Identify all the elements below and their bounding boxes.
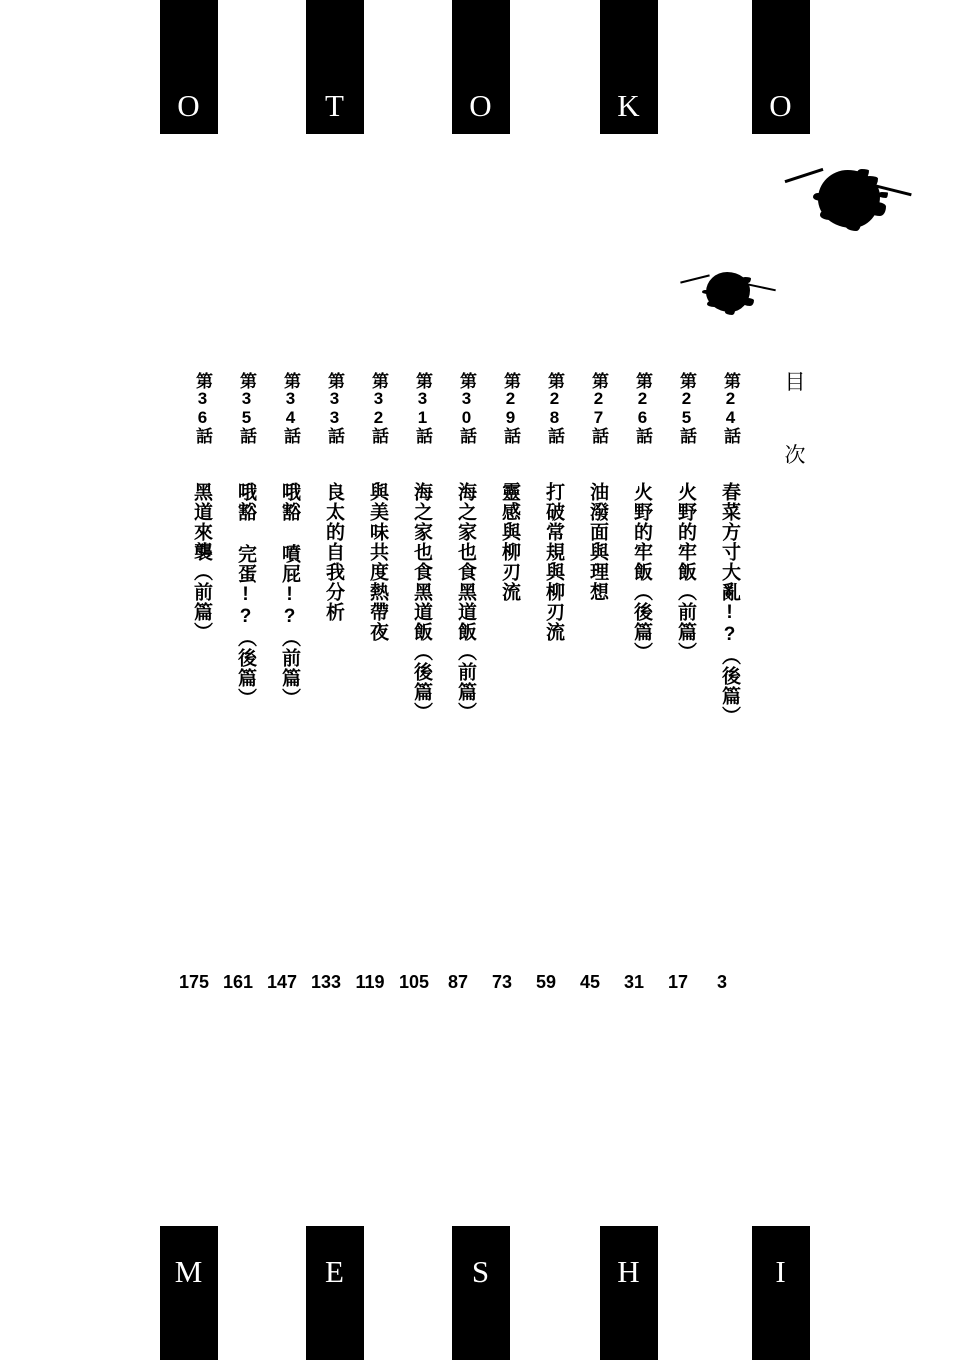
toc-entry-title: 海之家也食黑道飯（後篇）	[411, 482, 432, 722]
toc-chapter-number: 第26話	[633, 372, 652, 444]
toc-page-number: 45	[579, 972, 601, 992]
toc-chapter-number: 第25話	[677, 372, 696, 444]
toc-page-number: 175	[178, 972, 210, 992]
toc-page-number: 59	[535, 972, 557, 992]
toc-page-number: 3	[716, 972, 727, 992]
toc-entry-title: 與美味共度熱帶夜	[367, 482, 388, 642]
toc-entry[interactable]	[705, 372, 739, 1012]
toc-chapter-number: 第29話	[501, 372, 520, 444]
toc-entry-title: 火野的牢飯（後篇）	[631, 482, 652, 662]
toc-chapter-number: 第31話	[413, 372, 432, 444]
toc-chapter-number: 第36話	[193, 372, 212, 444]
toc-entry[interactable]	[221, 372, 255, 1012]
toc-entry[interactable]	[485, 372, 519, 1012]
cover-letter-block: T	[306, 0, 364, 134]
toc-entry[interactable]	[309, 372, 343, 1012]
toc-entry-title: 哦豁 噴屁!?（前篇）	[279, 482, 300, 708]
toc-chapter-number: 第34話	[281, 372, 300, 444]
toc-entry[interactable]	[397, 372, 431, 1012]
toc-page-number: 31	[623, 972, 645, 992]
toc-heading-char: 次	[784, 443, 808, 467]
toc-page-number: 87	[447, 972, 469, 992]
toc-entry-title: 火野的牢飯（前篇）	[675, 482, 696, 662]
toc-page-number: 105	[398, 972, 430, 992]
toc-entry[interactable]	[529, 372, 563, 1012]
toc-chapter-number: 第27話	[589, 372, 608, 444]
ink-splatter-icon	[706, 272, 750, 312]
toc-entry[interactable]	[573, 372, 607, 1012]
toc-chapter-number: 第30話	[457, 372, 476, 444]
toc-page-number: 17	[667, 972, 689, 992]
toc-entry-title: 春菜方寸大亂!?（後篇）	[719, 482, 740, 726]
toc-page-number: 161	[222, 972, 254, 992]
cover-letter-block: E	[306, 1226, 364, 1360]
toc-chapter-number: 第28話	[545, 372, 564, 444]
cover-letter-block: M	[160, 1226, 218, 1360]
toc-entry-title: 良太的自我分析	[323, 482, 344, 622]
toc-entry-title: 黑道來襲（前篇）	[191, 482, 212, 642]
toc-entry-title: 哦豁 完蛋!?（後篇）	[235, 482, 256, 708]
toc-chapter-number: 第24話	[721, 372, 740, 444]
toc-entry[interactable]	[177, 372, 211, 1012]
toc-entry[interactable]	[353, 372, 387, 1012]
toc-page-number: 133	[310, 972, 342, 992]
cover-letter-block: O	[752, 0, 810, 134]
cover-letter-block: I	[752, 1226, 810, 1360]
toc-chapter-number: 第33話	[325, 372, 344, 444]
cover-letter-block: H	[600, 1226, 658, 1360]
cover-letter-block: K	[600, 0, 658, 134]
cover-letter-block: S	[452, 1226, 510, 1360]
toc-entry-title: 油潑面與理想	[587, 482, 608, 602]
toc-chapter-number: 第35話	[237, 372, 256, 444]
toc-entry[interactable]	[617, 372, 651, 1012]
cover-letter-block: O	[452, 0, 510, 134]
toc-list	[0, 372, 956, 1012]
toc-page-number: 119	[355, 972, 385, 992]
toc-chapter-number: 第32話	[369, 372, 388, 444]
toc-entry[interactable]	[441, 372, 475, 1012]
cover-letter-block: O	[160, 0, 218, 134]
toc-page-number: 147	[266, 972, 298, 992]
toc-entry-title: 靈感與柳刃流	[499, 482, 520, 602]
toc-page-number: 73	[491, 972, 513, 992]
toc-heading-char: 目	[784, 370, 808, 394]
ink-splatter-icon	[818, 170, 880, 228]
toc-entry[interactable]	[661, 372, 695, 1012]
toc-entry-title: 海之家也食黑道飯（前篇）	[455, 482, 476, 722]
toc-entry[interactable]	[265, 372, 299, 1012]
toc-entry-title: 打破常規與柳刃流	[543, 482, 564, 642]
